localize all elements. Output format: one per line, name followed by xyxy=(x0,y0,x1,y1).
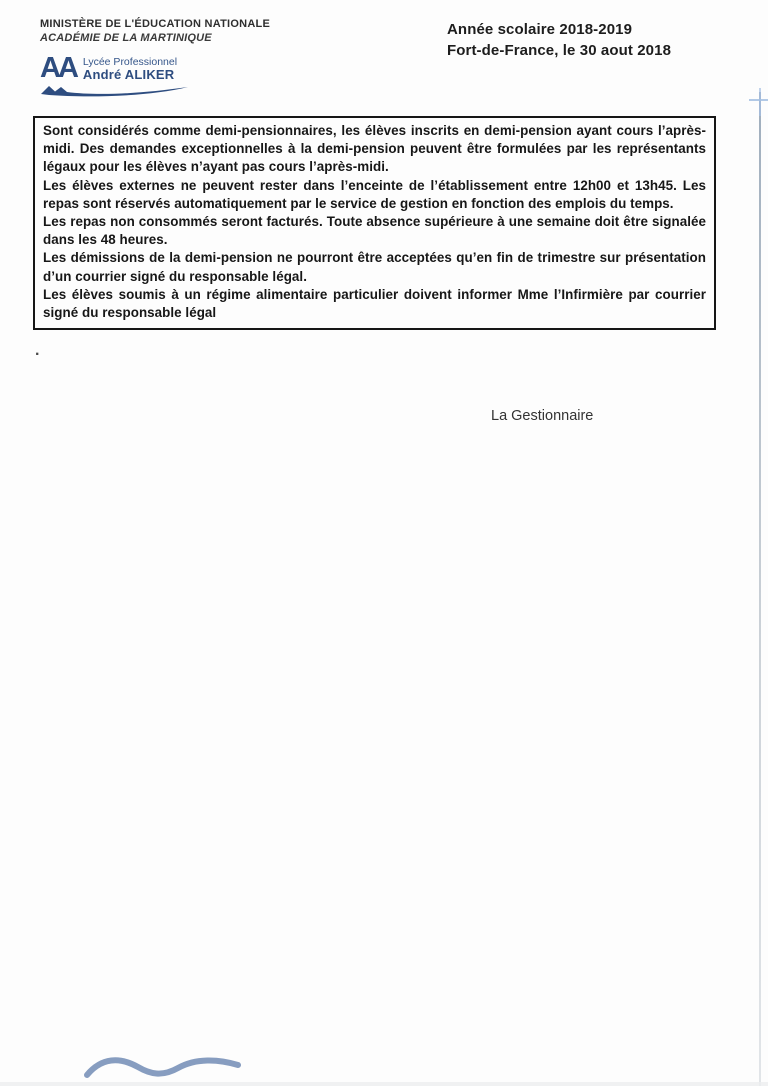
school-logo xyxy=(40,52,210,97)
bottom-wave-artifact-icon xyxy=(84,1051,242,1085)
notice-paragraph: Les élèves externes ne peuvent rester dans l’enceinte de l’établissement entre 12h00 et 13h45. Les repas sont réservés automatiquement par le service de gestion en fonction des emplois du temps. xyxy=(43,177,706,211)
logo-monogram: AA xyxy=(40,52,76,84)
scan-artifact-registration-tick-vertical xyxy=(759,88,761,116)
scan-artifact-registration-tick-horizontal xyxy=(749,99,768,101)
scan-artifact-bottom-edge xyxy=(0,1082,768,1086)
notice-paragraph: Les repas non consommés seront facturés. Toute absence supérieure à une semaine doit être signalée dans les 48 heures. xyxy=(43,214,706,248)
notice-paragraph: Les démissions de la demi-pension ne pourront être acceptées qu’en fin de trimestre sur présentation d’un courrier signé du responsable légal. xyxy=(43,250,706,284)
logo-school-type: Lycée Professionnel xyxy=(82,56,178,68)
stray-dot-mark: . xyxy=(35,342,40,359)
scan-artifact-vertical-line xyxy=(759,92,761,1086)
signature-label: La Gestionnaire xyxy=(491,408,594,424)
notice-box xyxy=(33,116,716,330)
logo-school-name: André ALIKER xyxy=(82,67,175,82)
logo-swoosh-icon xyxy=(40,82,190,97)
notice-paragraph: Sont considérés comme demi-pensionnaires, les élèves inscrits en demi-pension ayant cours l’après-midi. Des demandes exceptionnelles à la demi-pension peuvent être formulées par les représentants légaux pour les élèves n’ayant pas cours l’après-midi. xyxy=(43,123,706,175)
header-left xyxy=(40,18,270,97)
ministry-line: MINISTÈRE DE L'ÉDUCATION NATIONALE xyxy=(40,18,271,30)
school-year-line: Année scolaire 2018-2019 xyxy=(447,21,633,38)
logo-row xyxy=(40,52,210,84)
place-date-line: Fort-de-France, le 30 aout 2018 xyxy=(447,42,672,59)
header-right xyxy=(447,19,671,61)
academy-line: ACADÉMIE DE LA MARTINIQUE xyxy=(40,32,212,44)
logo-text xyxy=(83,56,177,82)
notice-paragraph: Les élèves soumis à un régime alimentaire particulier doivent informer Mme l’Infirmière par courrier signé du responsable légal xyxy=(43,286,706,321)
